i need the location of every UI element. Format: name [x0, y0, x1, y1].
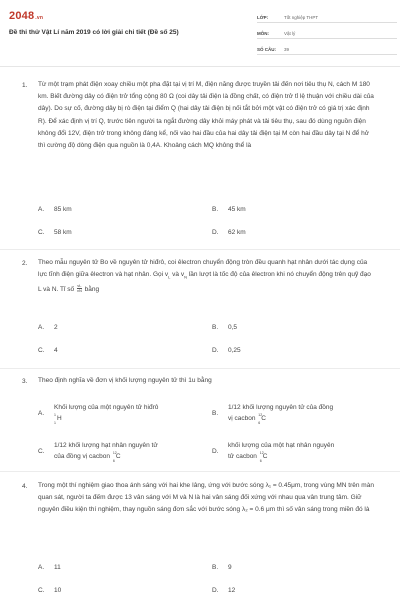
option-d[interactable]: D. khối lượng của một hạt nhân nguyên tử cacbon 12 6 C — [212, 442, 335, 463]
question-number: 3. — [22, 378, 28, 385]
option-a[interactable]: A. 85 km — [38, 206, 72, 213]
meta-value: Tốt nghiệp THPT — [284, 15, 319, 20]
option-b[interactable]: B. 0,5 — [212, 324, 238, 331]
meta-info — [257, 9, 397, 57]
option-b[interactable]: B. 1/12 khối lượng nguyên tử của đồng vị cacbon 12 6 C — [212, 404, 334, 425]
option-d[interactable]: D. 62 km — [212, 229, 246, 236]
divider — [0, 249, 400, 250]
question-text: Trong một thí nghiệm giao thoa ánh sáng với hai khe Iâng, ứng với bước sóng λ₁ = 0.45μm, trong vùng MN trên màn quan sát, người ta đếm được 13 vân sáng với M và N là hai vân sáng đối xứng với nhau qua vân trung tâm. Giữ nguyên điều kiện thí nghiệm, thay nguồn sáng đơn sắc với bước sóng λ₂ = 0.6 μm thì số vân sáng trong miền đó là — [38, 482, 374, 514]
question-number: 2. — [22, 260, 28, 267]
question-number: 1. — [22, 82, 28, 89]
option-a[interactable]: A. 11 — [38, 564, 61, 571]
divider — [0, 368, 400, 369]
header — [0, 0, 400, 67]
meta-value: 39 — [284, 47, 290, 52]
option-b[interactable]: B. 45 km — [212, 206, 246, 213]
option-c[interactable]: C. 10 — [38, 587, 62, 594]
option-a[interactable]: A. 2 — [38, 324, 58, 331]
question-text: Theo mẫu nguyên tử Bo về nguyên tử hiđrô, coi êlectron chuyển động tròn đều quanh hạt nhân dưới tác dụng của lực tĩnh điện giữa êlectron và hạt nhân. Gọi $v_L$ và $v_N$ lần lượt là tốc độ của êlectron khi nó chuyển động trên quỹ đạo L và N. Tỉ số $\frac{vL}{vN}$ bằng — [38, 259, 371, 294]
meta-row-count — [257, 41, 397, 55]
site-logo[interactable]: 2048.vn — [9, 10, 44, 22]
option-c[interactable]: C. 4 — [38, 347, 58, 354]
question-number: 4. — [22, 483, 28, 490]
option-d[interactable]: D. 0,25 — [212, 347, 241, 354]
option-b[interactable]: B. 9 — [212, 564, 232, 571]
meta-key: MÔN: — [257, 31, 269, 36]
divider — [0, 471, 400, 472]
question-text: Theo định nghĩa về đơn vị khối lượng nguyên tử thì 1u bằng — [38, 377, 212, 384]
meta-value: Vật lý — [284, 31, 296, 36]
question-text: Từ một trạm phát điện xoay chiều một pha đặt tại vị trí M, điện năng được truyền tải đến nơi tiêu thụ N, cách M 180 km. Biết đường dây có điện trở tổng cộng 80 Ω (coi dây tải điện là đồng chất, có điện trở tỉ lệ thuận với chiều dài của dây). Do sự cố, đường dây bị rò điện tại điểm Q (hai dây tải điện bị nối tắt bởi một vật có điện trở có giá trị xác định R). Để xác định vị trí Q, trước tiên người ta ngắt đường dây khỏi máy phát và tải tiêu thụ, sau đó dùng nguồn điện không đổi 12V, điện trở trong không đáng kể, nối vào hai đầu của hai dây tải điện tại M còn hai đầu dây tại N để hở thì cường độ dòng điện qua nguồn là 0,4A. Khoảng cách MQ không thể là — [38, 81, 374, 150]
option-c[interactable]: C. 1/12 khối lượng hạt nhân nguyên tử của đồng vị cacbon 12 6 C — [38, 442, 158, 463]
option-c[interactable]: C. 58 km — [38, 229, 72, 236]
option-a[interactable]: A. Khối lượng của một nguyên tử hiđrô 1 1 H — [38, 402, 208, 424]
meta-key: SỐ CÂU: — [257, 47, 276, 52]
isotope-h: 1 1 H — [54, 413, 62, 425]
ratio-fraction: $\frac{vL}{vN}$ — [76, 283, 82, 294]
meta-row-class — [257, 9, 397, 23]
meta-row-subject — [257, 25, 397, 39]
option-d[interactable]: D. 12 — [212, 587, 236, 594]
document-title: Đề thi thử Vật Lí năm 2019 có lời giải chi tiết (Đề số 25) — [9, 29, 179, 36]
meta-key: LỚP: — [257, 15, 269, 20]
